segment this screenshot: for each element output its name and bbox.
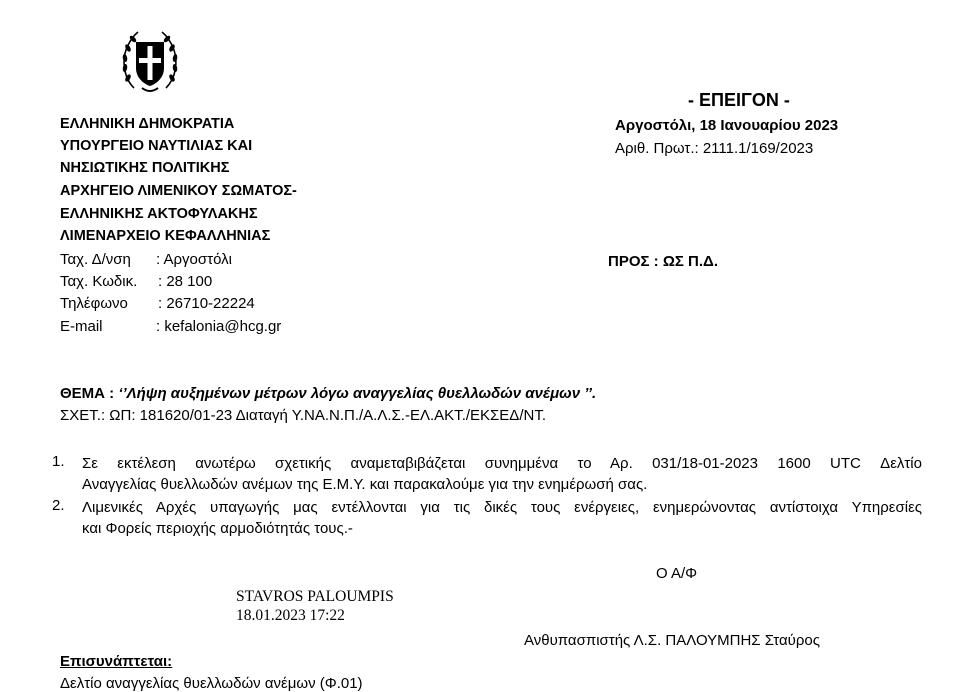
- sender-line: ΥΠΟΥΡΓΕΙΟ ΝΑΥΤΙΛΙΑΣ ΚΑΙ: [60, 138, 253, 154]
- body-paragraph: Αναγγελίας θυελλωδών ανέμων της Ε.Μ.Υ. και παρακαλούμε για την ενημέρωσή σας.: [82, 476, 648, 493]
- body-paragraph: Σε εκτέλεση ανωτέρω σχετικής αναμεταβιβάζεται συνημμένα το Αρ. 031/18-01-2023 1600 UTC Δελτίο: [82, 455, 922, 472]
- sender-line: ΕΛΛΗΝΙΚΗ ΔΗΜΟΚΡΑΤΙΑ: [60, 116, 235, 132]
- reference-line: ΣΧΕΤ.: ΩΠ: 181620/01-23 Διαταγή Υ.ΝΑ.Ν.Π./Α.Λ.Σ.-ΕΛ.ΑΚΤ./ΕΚΣΕΔ/ΝΤ.: [60, 407, 547, 424]
- contact-value: : 26710-22224: [158, 295, 255, 312]
- subject-label: ΘΕΜΑ :: [60, 385, 115, 402]
- item-number: 1.: [52, 453, 65, 470]
- digital-signature-name: STAVROS PALOUMPIS: [236, 588, 394, 605]
- contact-value: : 28 100: [158, 273, 213, 290]
- contact-value: : Αργοστόλι: [156, 251, 232, 268]
- urgent-marker: - ΕΠΕΙΓΟΝ -: [688, 90, 790, 110]
- body-paragraph: Λιμενικές Αρχές υπαγωγής μας εντέλλονται για τις δικές τους ενέργειες, ενημερώνοντας αντίστοιχα Υπηρεσίες: [82, 499, 922, 516]
- item-number: 2.: [52, 497, 65, 514]
- place-date: Αργοστόλι, 18 Ιανουαρίου 2023: [615, 117, 839, 134]
- body-paragraph: και Φορείς περιοχής αρμοδιότητάς τους.-: [82, 520, 353, 537]
- contact-label: Ταχ. Κωδικ.: [60, 273, 138, 290]
- digital-signature-date: 18.01.2023 17:22: [236, 607, 345, 624]
- attachment-item: Δελτίο αναγγελίας θυελλωδών ανέμων (Φ.01): [60, 675, 363, 692]
- subject-text: ‘’Λήψη αυξημένων μέτρων λόγω αναγγελίας θυελλωδών ανέμων ’’.: [118, 385, 597, 402]
- sender-line: ΝΗΣΙΩΤΙΚΗΣ ΠΟΛΙΤΙΚΗΣ: [60, 160, 230, 176]
- contact-label: Ταχ. Δ/νση: [60, 251, 131, 268]
- attachments-label: Επισυνάπτεται:: [60, 653, 173, 670]
- sender-line: ΛΙΜΕΝΑΡΧΕΙΟ ΚΕΦΑΛΛΗΝΙΑΣ: [60, 228, 271, 244]
- recipient: ΠΡΟΣ : ΩΣ Π.Δ.: [608, 253, 718, 270]
- contact-email: : kefalonia@hcg.gr: [156, 318, 282, 335]
- contact-label: E-mail: [60, 318, 103, 335]
- greek-coat-of-arms-icon: [120, 26, 180, 98]
- signer-name: Ανθυπασπιστής Λ.Σ. ΠΑΛΟΥΜΠΗΣ Σταύρος: [524, 632, 820, 649]
- sender-line: ΕΛΛΗΝΙΚΗΣ ΑΚΤΟΦΥΛΑΚΗΣ: [60, 206, 258, 222]
- protocol-number: Αριθ. Πρωτ.: 2111.1/169/2023: [615, 140, 814, 157]
- subject-line: [60, 385, 596, 402]
- sender-line: ΑΡΧΗΓΕΙΟ ΛΙΜΕΝΙΚΟΥ ΣΩΜΑΤΟΣ-: [60, 183, 297, 199]
- on-behalf: Ο Α/Φ: [656, 565, 698, 582]
- contact-label: Τηλέφωνο: [60, 295, 128, 312]
